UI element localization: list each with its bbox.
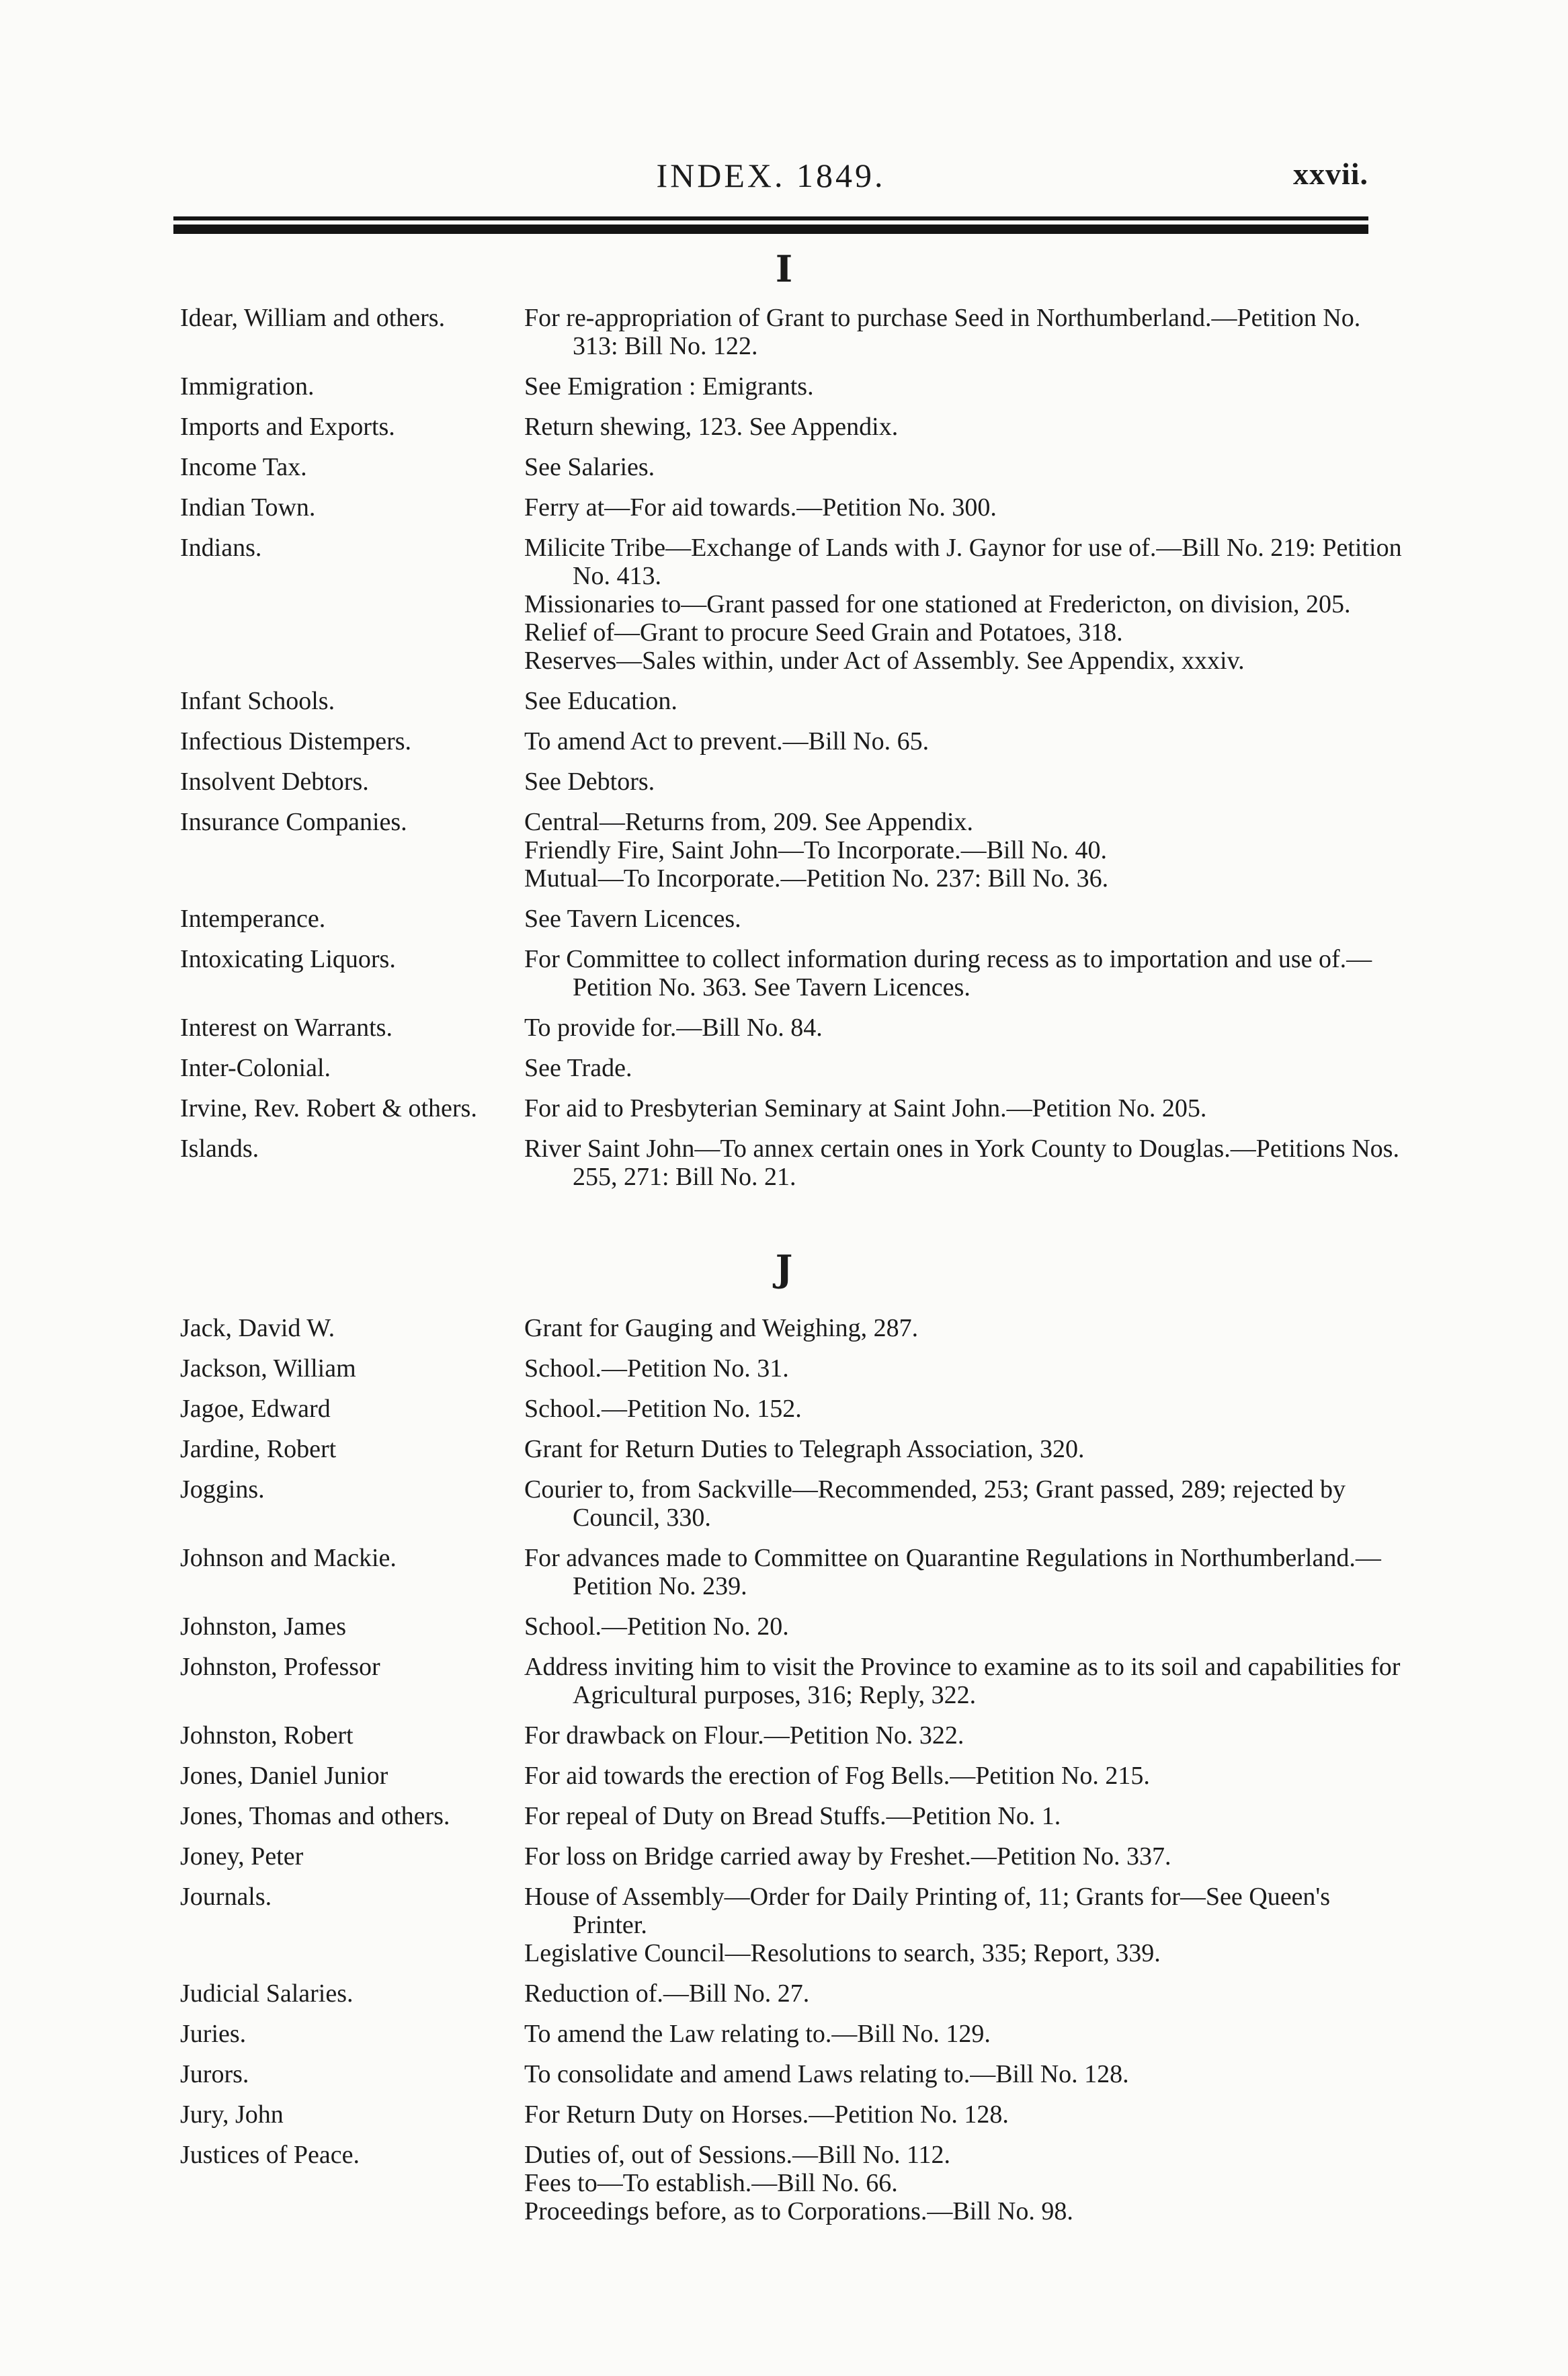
- index-references: [524, 1094, 1403, 1122]
- index-entry: [180, 808, 1403, 893]
- index-reference: Fees to—To establish.—Bill No. 66.: [524, 2169, 898, 2197]
- index-reference: Grant for Gauging and Weighing, 287.: [524, 1314, 919, 1342]
- index-reference: Relief of—Grant to procure Seed Grain and Potatoes, 318.: [524, 618, 1123, 647]
- index-reference: For re-appropriation of Grant to purchase Seed in Northumberland.—Petition No. 313: Bill No. 122.: [524, 304, 1361, 360]
- index-term: Irvine, Rev. Robert & others.: [180, 1094, 477, 1122]
- index-term: Judicial Salaries.: [180, 1979, 354, 2008]
- index-reference: Reserves—Sales within, under Act of Assembly. See Appendix, xxxiv.: [524, 647, 1245, 675]
- index-references: [524, 1435, 1403, 1463]
- index-references: [524, 687, 1403, 715]
- index-reference: For repeal of Duty on Bread Stuffs.—Petition No. 1.: [524, 1802, 1061, 1830]
- index-references: [524, 2020, 1403, 2048]
- index-entry: [180, 1354, 1403, 1383]
- index-references: [524, 2141, 1403, 2225]
- index-reference: To amend Act to prevent.—Bill No. 65.: [524, 727, 930, 755]
- index-reference: House of Assembly—Order for Daily Printing of, 11; Grants for—See Queen's Printer.: [524, 1883, 1331, 1939]
- index-term: Inter-Colonial.: [180, 1054, 331, 1082]
- index-reference: Milicite Tribe—Exchange of Lands with J. Gaynor for use of.—Bill No. 219: Petition No. 413.: [524, 534, 1402, 590]
- index-references: [524, 945, 1403, 1001]
- index-term: Johnston, Robert: [180, 1721, 354, 1750]
- index-reference: See Tavern Licences.: [524, 905, 741, 933]
- index-term: Jurors.: [180, 2060, 249, 2088]
- index-term: Jardine, Robert: [180, 1435, 337, 1463]
- index-entry: [180, 2020, 1403, 2048]
- index-references: [524, 768, 1403, 796]
- index-entry: [180, 1802, 1403, 1830]
- index-term: Idear, William and others.: [180, 304, 446, 332]
- index-references: [524, 2060, 1403, 2088]
- index-reference: Ferry at—For aid towards.—Petition No. 300.: [524, 493, 997, 522]
- index-references: [524, 1314, 1403, 1342]
- index-term: Jack, David W.: [180, 1314, 335, 1342]
- index-term: Interest on Warrants.: [180, 1014, 393, 1042]
- index-references: [524, 453, 1403, 481]
- index-term: Jones, Thomas and others.: [180, 1802, 450, 1830]
- page-title: INDEX. 1849.: [656, 157, 886, 194]
- index-reference: Missionaries to—Grant passed for one stationed at Fredericton, on division, 205.: [524, 590, 1351, 618]
- index-entry: [180, 1395, 1403, 1423]
- index-reference: See Salaries.: [524, 453, 655, 481]
- index-references: [524, 1762, 1403, 1790]
- index-references: [524, 1054, 1403, 1082]
- index-entry: [180, 1544, 1403, 1600]
- index-reference: To amend the Law relating to.—Bill No. 129.: [524, 2020, 991, 2048]
- index-term: Joggins.: [180, 1475, 265, 1504]
- index-entry: [180, 1979, 1403, 2008]
- index-references: [524, 1883, 1403, 1967]
- index-reference: Legislative Council—Resolutions to search, 335; Report, 339.: [524, 1939, 1161, 1967]
- index-reference: Courier to, from Sackville—Recommended, 253; Grant passed, 289; rejected by Council, 330.: [524, 1475, 1346, 1532]
- index-entry: [180, 1612, 1403, 1641]
- index-term: Indians.: [180, 534, 262, 562]
- index-entry: [180, 687, 1403, 715]
- header-rule-thick: [173, 224, 1368, 234]
- index-references: [524, 808, 1403, 893]
- index-references: [524, 1979, 1403, 2008]
- index-term: Insurance Companies.: [180, 808, 407, 836]
- index-references: [524, 304, 1403, 360]
- index-references: [524, 905, 1403, 933]
- index-section-i: [180, 304, 1403, 1203]
- index-entry: [180, 1314, 1403, 1342]
- index-reference: School.—Petition No. 152.: [524, 1395, 802, 1423]
- index-reference: Grant for Return Duties to Telegraph Association, 320.: [524, 1435, 1085, 1463]
- index-references: [524, 534, 1403, 675]
- index-term: Justices of Peace.: [180, 2141, 360, 2169]
- index-term: Johnston, James: [180, 1612, 346, 1641]
- index-entry: [180, 2060, 1403, 2088]
- index-entry: [180, 1094, 1403, 1122]
- index-references: [524, 1802, 1403, 1830]
- index-term: Juries.: [180, 2020, 247, 2048]
- index-entry: [180, 905, 1403, 933]
- index-reference: To provide for.—Bill No. 84.: [524, 1014, 823, 1042]
- index-term: Intoxicating Liquors.: [180, 945, 396, 973]
- index-entry: [180, 1883, 1403, 1967]
- index-reference: Friendly Fire, Saint John—To Incorporate.—Bill No. 40.: [524, 836, 1108, 864]
- index-entry: [180, 2100, 1403, 2129]
- index-term: Johnson and Mackie.: [180, 1544, 397, 1572]
- index-term: Imports and Exports.: [180, 413, 395, 441]
- index-references: [524, 1014, 1403, 1042]
- index-term: Johnston, Professor: [180, 1653, 380, 1681]
- index-references: [524, 1842, 1403, 1871]
- index-references: [524, 372, 1403, 401]
- index-reference: See Emigration : Emigrants.: [524, 372, 814, 401]
- index-entry: [180, 1435, 1403, 1463]
- index-entry: [180, 1054, 1403, 1082]
- index-reference: For drawback on Flour.—Petition No. 322.: [524, 1721, 964, 1750]
- index-entry: [180, 945, 1403, 1001]
- index-entry: [180, 727, 1403, 755]
- index-term: Immigration.: [180, 372, 315, 401]
- index-reference: Address inviting him to visit the Province to examine as to its soil and capabilities for Agricultural purposes, 316; Reply, 322.: [524, 1653, 1401, 1709]
- index-reference: For aid towards the erection of Fog Bells.—Petition No. 215.: [524, 1762, 1150, 1790]
- index-references: [524, 1475, 1403, 1532]
- index-references: [524, 727, 1403, 755]
- index-reference: See Trade.: [524, 1054, 632, 1082]
- index-references: [524, 1354, 1403, 1383]
- index-entry: [180, 1475, 1403, 1532]
- index-reference: River Saint John—To annex certain ones in York County to Douglas.—Petitions Nos. 255, 271: Bill No. 21.: [524, 1135, 1399, 1191]
- index-reference: School.—Petition No. 20.: [524, 1612, 789, 1641]
- index-reference: For Return Duty on Horses.—Petition No. 128.: [524, 2100, 1009, 2129]
- index-term: Income Tax.: [180, 453, 307, 481]
- index-term: Indian Town.: [180, 493, 316, 522]
- index-entry: [180, 372, 1403, 401]
- index-entry: [180, 413, 1403, 441]
- index-entry: [180, 304, 1403, 360]
- index-term: Islands.: [180, 1135, 259, 1163]
- page-header: [173, 156, 1368, 203]
- index-term: Infant Schools.: [180, 687, 335, 715]
- index-entry: [180, 1762, 1403, 1790]
- index-entry: [180, 534, 1403, 675]
- index-reference: For Committee to collect information during recess as to importation and use of.—Petition No. 363. See Tavern Licences.: [524, 945, 1372, 1001]
- index-entry: [180, 453, 1403, 481]
- index-reference: Return shewing, 123. See Appendix.: [524, 413, 899, 441]
- index-entry: [180, 493, 1403, 522]
- index-references: [524, 413, 1403, 441]
- index-reference: Reduction of.—Bill No. 27.: [524, 1979, 810, 2008]
- index-entry: [180, 1014, 1403, 1042]
- index-term: Journals.: [180, 1883, 272, 1911]
- index-reference: Proceedings before, as to Corporations.—Bill No. 98.: [524, 2197, 1073, 2225]
- index-references: [524, 1135, 1403, 1191]
- index-reference: Duties of, out of Sessions.—Bill No. 112.: [524, 2141, 951, 2169]
- index-reference: Central—Returns from, 209. See Appendix.: [524, 808, 974, 836]
- index-references: [524, 1653, 1403, 1709]
- index-section-j: [180, 1314, 1403, 2238]
- section-letter-i: I: [775, 247, 793, 290]
- index-reference: For advances made to Committee on Quarantine Regulations in Northumberland.—Petition No. 239.: [524, 1544, 1381, 1600]
- index-reference: To consolidate and amend Laws relating to.—Bill No. 128.: [524, 2060, 1129, 2088]
- index-reference: For loss on Bridge carried away by Freshet.—Petition No. 337.: [524, 1842, 1171, 1871]
- index-references: [524, 1544, 1403, 1600]
- index-references: [524, 2100, 1403, 2129]
- index-term: Jones, Daniel Junior: [180, 1762, 388, 1790]
- index-entry: [180, 1842, 1403, 1871]
- index-references: [524, 1721, 1403, 1750]
- index-term: Infectious Distempers.: [180, 727, 412, 755]
- index-entry: [180, 2141, 1403, 2225]
- index-term: Jackson, William: [180, 1354, 356, 1383]
- index-reference: See Debtors.: [524, 768, 655, 796]
- header-rule-thin: [173, 216, 1368, 220]
- index-reference: Mutual—To Incorporate.—Petition No. 237: Bill No. 36.: [524, 864, 1109, 893]
- index-reference: See Education.: [524, 687, 677, 715]
- index-entry: [180, 1721, 1403, 1750]
- page-number: xxvii.: [1292, 157, 1368, 191]
- index-term: Joney, Peter: [180, 1842, 304, 1871]
- index-references: [524, 1612, 1403, 1641]
- index-term: Insolvent Debtors.: [180, 768, 369, 796]
- index-term: Jury, John: [180, 2100, 284, 2129]
- index-entry: [180, 1653, 1403, 1709]
- index-reference: School.—Petition No. 31.: [524, 1354, 789, 1383]
- index-references: [524, 493, 1403, 522]
- index-term: Intemperance.: [180, 905, 326, 933]
- index-reference: For aid to Presbyterian Seminary at Saint John.—Petition No. 205.: [524, 1094, 1207, 1122]
- index-references: [524, 1395, 1403, 1423]
- index-entry: [180, 1135, 1403, 1191]
- index-entry: [180, 768, 1403, 796]
- section-letter-j: J: [775, 1247, 793, 1290]
- index-term: Jagoe, Edward: [180, 1395, 331, 1423]
